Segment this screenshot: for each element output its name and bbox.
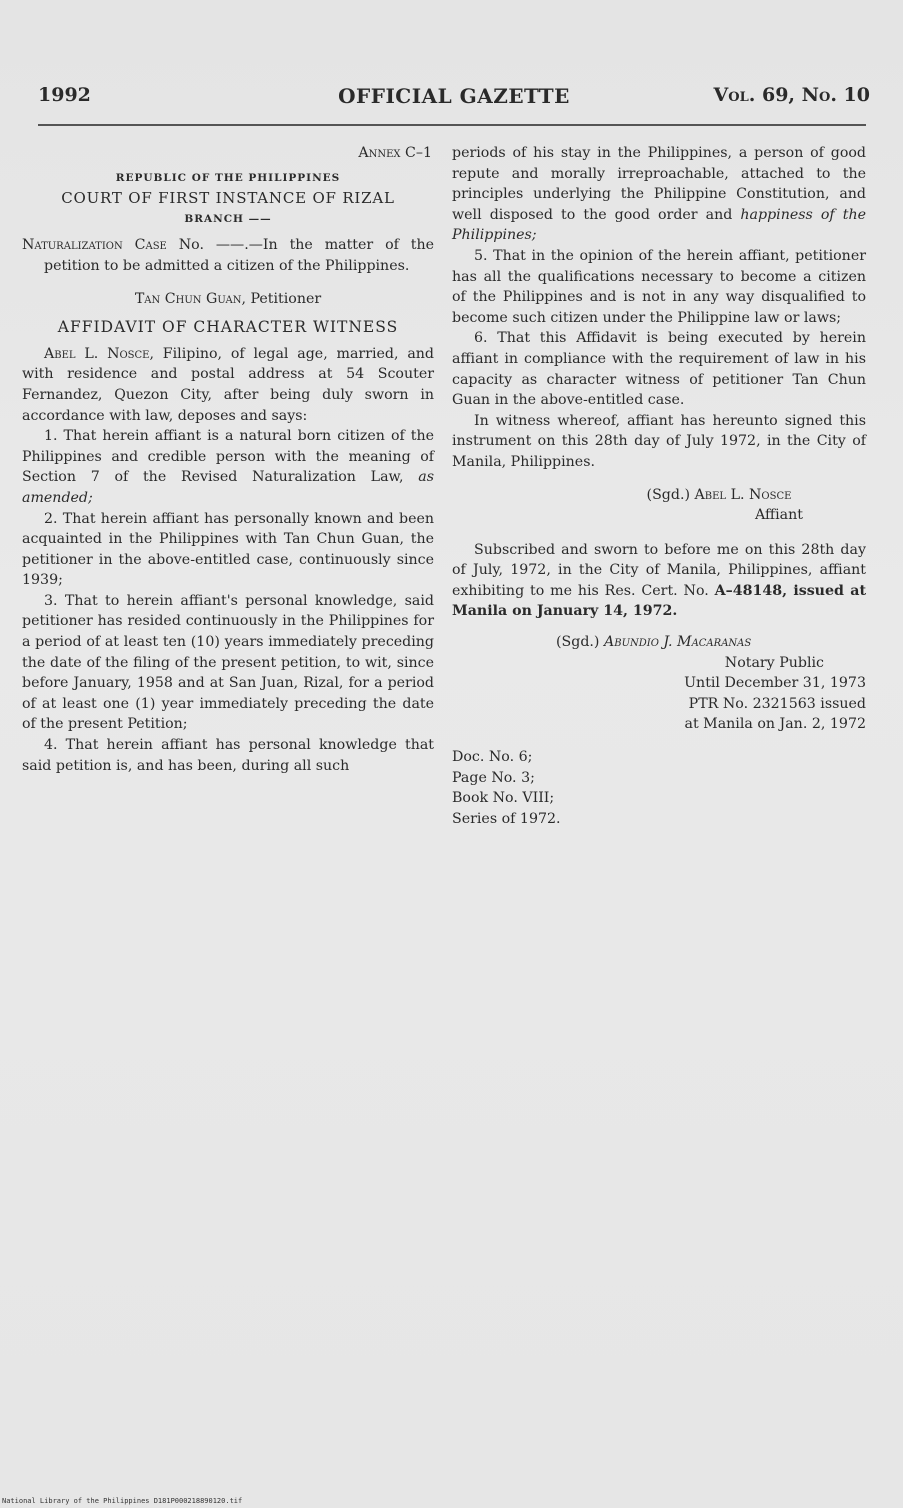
branch-line: BRANCH —— xyxy=(184,212,272,225)
affidavit-title: AFFIDAVIT OF CHARACTER WITNESS xyxy=(57,318,399,337)
header-rule xyxy=(38,124,866,126)
annex-label: Annex C–1 xyxy=(358,145,432,161)
doc-number: Doc. No. 6; xyxy=(452,749,533,766)
case-label: Naturalization Case xyxy=(22,237,167,254)
court-name: COURT OF FIRST INSTANCE OF RIZAL xyxy=(61,189,395,208)
republic-line: REPUBLIC OF THE PHILIPPINES xyxy=(115,171,341,184)
notary-issued: at Manila on Jan. 2, 1972 xyxy=(684,716,866,733)
page-number: 1992 xyxy=(38,84,91,106)
affidavit-intro xyxy=(22,344,434,426)
sig2-name: Abundio J. Macaranas xyxy=(603,634,752,651)
paragraph-4: 4. That herein affiant has personal knowledge that said petition is, and has been, during all such xyxy=(22,737,434,774)
notary-ptr: PTR No. 2321563 issued xyxy=(688,695,866,712)
series-year: Series of 1972. xyxy=(452,810,561,827)
subscribed-text: Subscribed and sworn to before me on this 28th day of July, 1972, in the City of Manila, Philippines, affiant exhibiting to me his Res. Cert. No. xyxy=(452,541,866,599)
paragraph-6: 6. That this Affidavit is being executed by herein affiant in compliance with the requirement of law in his capacity as character witness of petitioner Tan Chun Guan in the above-entitled case. xyxy=(452,330,866,409)
notary-commission: Until December 31, 1973 xyxy=(684,675,866,692)
paragraph-2: 2. That herein affiant has personally known and been acquainted in the Philippines with Tan Chun Guan, the petitioner in the above-entitled case, continuously since 1939; xyxy=(22,510,434,589)
sig1-prefix: (Sgd.) xyxy=(646,486,695,503)
sig2-prefix: (Sgd.) xyxy=(556,634,604,651)
intro-text: , Filipino, of legal age, married, and with residence and postal address at 54 Scouter Fernandez, Quezon City, after being duly sworn in accordance with law, deposes and says: xyxy=(22,345,434,424)
paragraph-1 xyxy=(22,426,434,508)
paragraph-3: 3. That to herein affiant's personal knowledge, said petitioner has resided continuously in the Philippines for a period of at least ten (10) years immediately preceding the date of the filing of the present petition, to wit, since before January, 1958 and at San Juan, Rizal, for a period of at least one (1) year immediately preceding the date of the present Petition; xyxy=(22,592,434,733)
notary-signature xyxy=(452,632,866,653)
subscribed-clause xyxy=(452,540,866,622)
scan-footer: National Library of the Philippines D181P000218890120.tif xyxy=(2,1497,243,1505)
subscribed-bold: A–48148, issued at Manila on January 14, 1972. xyxy=(452,582,866,620)
volume-number: Vol. 69, No. 10 xyxy=(713,84,870,106)
paragraph-5: 5. That in the opinion of the herein affiant, petitioner has all the qualifications necessary to become a citizen of the Philippines and is not in any way disqualified to become such citizen under the Philippine law or laws; xyxy=(452,247,866,326)
paragraph-4-cont-text: periods of his stay in the Philippines, a person of good repute and morally irreproachable, attached to the principles underlying the Philippine Constitution, and well disposed to the good order and xyxy=(452,145,866,223)
case-text: No. ——.—In the matter of the petition to be admitted a citizen of the Philippines. xyxy=(44,237,434,274)
notary-title: Notary Public xyxy=(724,654,824,671)
book-number: Book No. VIII; xyxy=(452,790,555,807)
paragraph-1-text: 1. That herein affiant is a natural born citizen of the Philippines and credible person with the meaning of Section 7 of the Revised Naturalization Law, xyxy=(22,428,434,486)
right-column xyxy=(452,143,866,829)
petitioner-suffix: , Petitioner xyxy=(241,290,322,307)
paragraph-4-cont-italic: happiness of the Philippines; xyxy=(452,206,866,244)
sig1-name: Abel L. Nosce xyxy=(694,486,792,503)
witness-clause: In witness whereof, affiant has hereunto signed this instrument on this 28th day of July 1972, in the City of Manila, Philippines. xyxy=(452,412,866,470)
page-number-ref: Page No. 3; xyxy=(452,769,535,786)
page-header xyxy=(38,84,870,114)
affiant-signature xyxy=(452,485,866,506)
publication-title: OFFICIAL GAZETTE xyxy=(338,84,570,108)
petitioner-name: Tan Chun Guan xyxy=(134,290,242,307)
doc-reference xyxy=(452,747,866,829)
paragraph-1-italic: as amended; xyxy=(22,469,434,506)
affiant-name: Abel L. Nosce xyxy=(44,345,150,362)
paragraph-4-continued xyxy=(452,143,866,246)
case-caption xyxy=(22,235,434,276)
left-column xyxy=(22,143,434,776)
petitioner-line xyxy=(22,289,434,310)
affiant-role: Affiant xyxy=(755,507,803,524)
